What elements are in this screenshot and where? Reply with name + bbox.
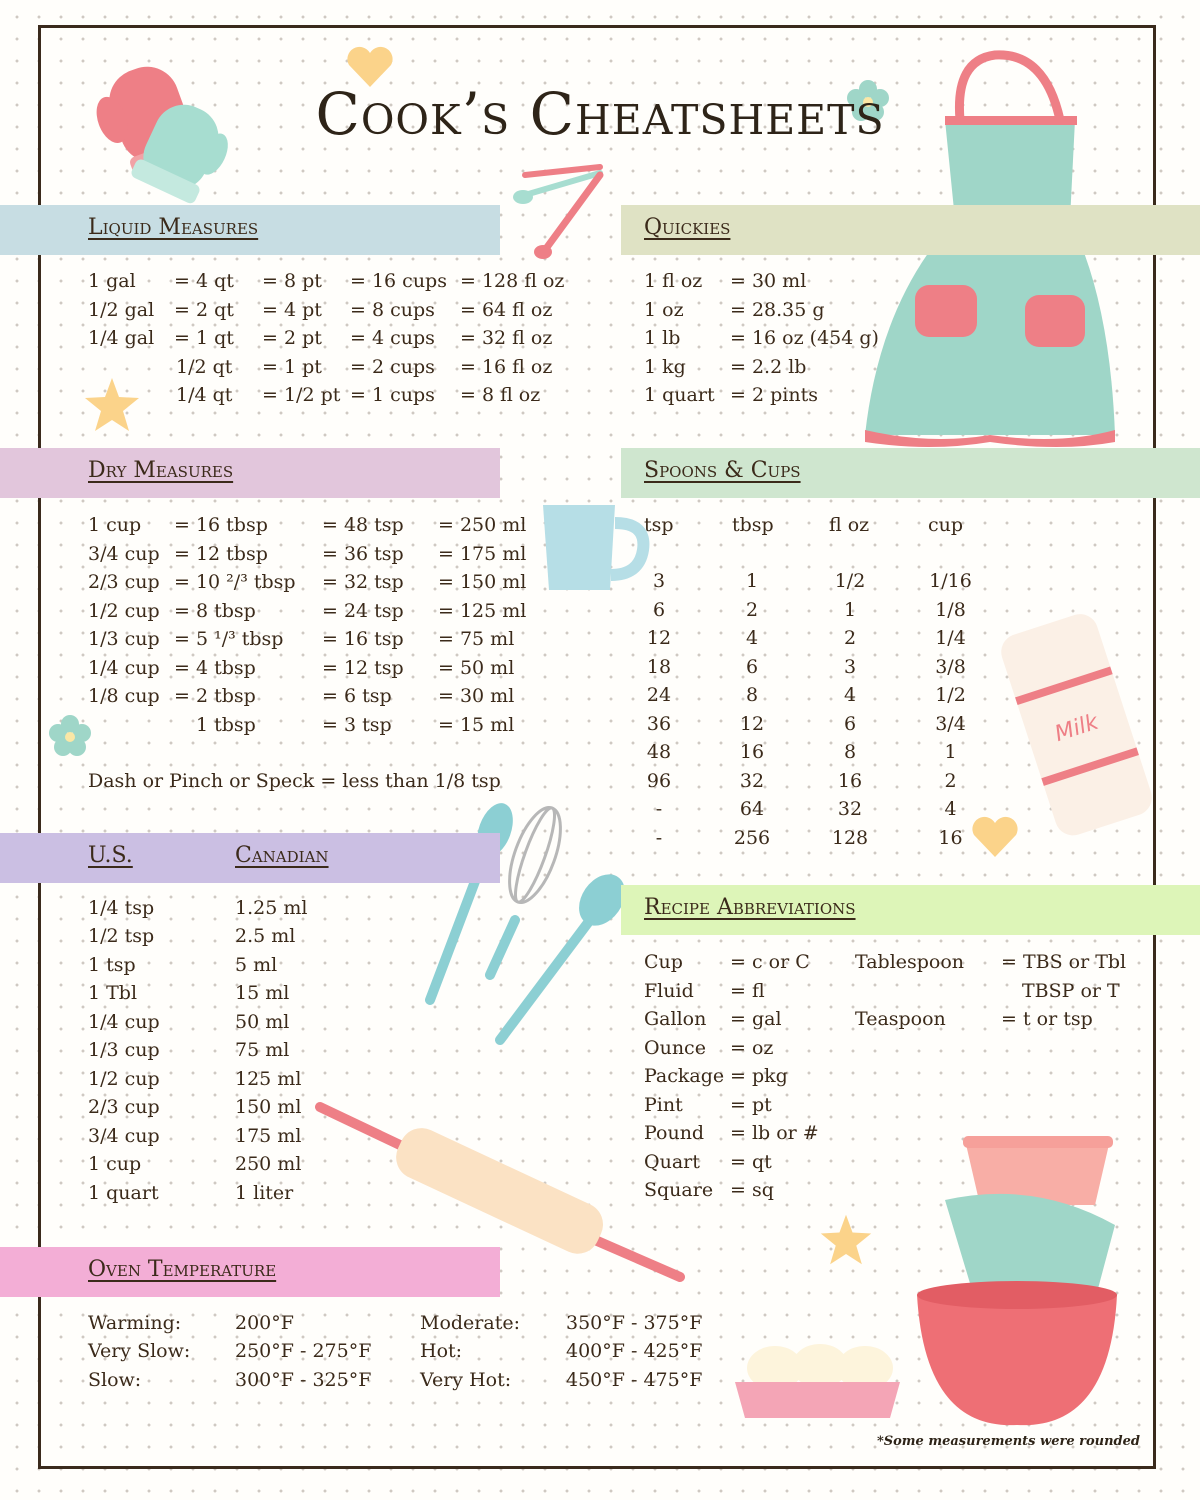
cell: 400°F - 425°F — [566, 1340, 703, 1362]
cell: 1.25 ml — [235, 897, 308, 919]
cell: Very Slow: — [88, 1340, 191, 1362]
cell: = 1 qt — [174, 327, 234, 349]
cell: Slow: — [88, 1369, 142, 1391]
cell: = 16 tsp — [322, 628, 404, 650]
cell: 1 kg — [644, 356, 686, 378]
cell: = 2 cups — [350, 356, 435, 378]
cell: 6 — [745, 655, 759, 678]
cell: = 6 tsp — [322, 685, 392, 707]
dry-band — [0, 448, 500, 498]
cell: 1/3 cup — [88, 1039, 160, 1061]
cell: Moderate: — [420, 1312, 520, 1334]
cell: = 16 cups — [350, 270, 447, 292]
cell: 2 — [944, 769, 957, 792]
cell: 450°F - 475°F — [566, 1369, 703, 1391]
canadian-title: Canadian — [235, 843, 329, 868]
cell: 1 cup — [88, 514, 142, 536]
cell: 16 — [938, 826, 963, 849]
cell: 1/2 qt — [176, 356, 233, 378]
cell: 1/2 — [834, 570, 866, 592]
cell: 75 ml — [235, 1039, 290, 1061]
cell: = 15 ml — [438, 714, 515, 736]
column-header: tsp — [644, 514, 674, 536]
cell: = 50 ml — [438, 657, 515, 679]
dry-note: Dash or Pinch or Speck = less than 1/8 tsp — [88, 770, 501, 792]
abbrev-value: = gal — [730, 1008, 782, 1030]
cell: 8 — [843, 741, 857, 763]
liquid-band — [0, 205, 500, 255]
cell: 3/4 — [935, 712, 966, 735]
cell: = 125 ml — [438, 600, 527, 622]
cell: 1/2 gal — [88, 299, 155, 321]
oven-mitt-illustration — [85, 35, 235, 205]
cell: = 4 pt — [262, 299, 322, 321]
abbrev-term: Pound — [644, 1122, 705, 1144]
cell: 1 — [843, 598, 857, 621]
cell: 4 — [745, 627, 759, 649]
cell: 1 — [745, 570, 759, 592]
cell: 1 oz — [644, 299, 684, 321]
cell: 1 quart — [644, 384, 715, 406]
cell: 6 — [652, 598, 666, 621]
cell: = 1/2 pt — [262, 384, 341, 406]
column-header: tbsp — [732, 514, 774, 536]
cell: 36 — [646, 712, 672, 735]
cell: 3/8 — [935, 655, 966, 678]
oven-band — [0, 1247, 500, 1297]
cell: = 32 tsp — [322, 571, 404, 593]
flower-icon-small — [47, 713, 93, 759]
cell: 125 ml — [235, 1068, 302, 1090]
cell: = 16 fl oz — [460, 356, 553, 378]
cell: 3/4 cup — [88, 543, 160, 565]
cell: = 16 tbsp — [174, 514, 268, 536]
cell: 128 — [831, 826, 869, 849]
cell: = 8 tbsp — [174, 600, 256, 622]
abbrev-value: = qt — [730, 1150, 772, 1173]
cell: 96 — [646, 769, 672, 792]
cell: 12 — [739, 712, 765, 735]
cell: = 8 cups — [350, 299, 435, 321]
cell: = 64 fl oz — [460, 299, 553, 321]
cell: 1 tbsp — [196, 714, 256, 736]
cell: 4 — [944, 798, 957, 820]
quickies-title: Quickies — [644, 215, 731, 240]
cell: 16 — [739, 741, 765, 763]
cell: 1/4 cup — [88, 1011, 160, 1033]
cell: 300°F - 325°F — [235, 1369, 372, 1391]
cell: 32 — [837, 798, 863, 820]
cell: 1 gal — [88, 270, 136, 292]
cell: 5 ml — [235, 954, 278, 976]
cell: 1/3 cup — [88, 628, 160, 650]
cell: = 30 ml — [438, 685, 515, 707]
cell: 1/2 cup — [88, 600, 160, 622]
cell: = 28.35 g — [730, 299, 825, 321]
cell: 1 tsp — [88, 954, 136, 976]
cell: 350°F - 375°F — [566, 1312, 703, 1334]
cell: 4 — [843, 684, 857, 706]
cell: = 2 tbsp — [174, 685, 256, 707]
cell: 250°F - 275°F — [235, 1340, 372, 1362]
abbrev-term: Quart — [644, 1150, 700, 1173]
cell: = 12 tsp — [322, 657, 404, 679]
cell: - — [655, 798, 663, 820]
cell: = 4 cups — [350, 327, 435, 349]
cell: 3 — [843, 655, 857, 678]
cell: 1 fl oz — [644, 270, 703, 292]
cell: - — [655, 826, 663, 849]
tablespoon-value: = TBS or Tbl — [1001, 951, 1127, 973]
cell: 32 — [739, 769, 765, 792]
measuring-cup-illustration — [535, 495, 650, 600]
cell: 3/4 cup — [88, 1125, 160, 1147]
abbrev-value: = pkg — [730, 1065, 788, 1087]
abbrev-value: = oz — [730, 1036, 774, 1059]
cell: 2 — [745, 598, 759, 621]
cell: = 128 fl oz — [460, 270, 565, 292]
cell: = 4 qt — [174, 270, 234, 292]
milk-carton-illustration — [990, 600, 1160, 840]
cell: 16 — [837, 769, 863, 792]
cell: 2/3 cup — [88, 1096, 160, 1118]
cell: = 75 ml — [438, 628, 515, 650]
cell: = 12 tbsp — [174, 543, 268, 565]
column-header: cup — [928, 514, 964, 536]
cell: 1/4 tsp — [88, 897, 155, 919]
cell: 1/8 — [935, 598, 966, 621]
cell: = 5 ¹/³ tbsp — [174, 628, 284, 650]
cell: = 2 pints — [730, 384, 818, 406]
cell: 1 lb — [644, 327, 681, 349]
cell: 1/4 gal — [88, 327, 155, 349]
cell: 1 — [944, 741, 957, 763]
measuring-spoons-illustration — [505, 155, 615, 265]
cell: = 8 pt — [262, 270, 322, 292]
cell: 175 ml — [235, 1125, 302, 1147]
cell: 1 liter — [235, 1182, 294, 1204]
cell: = 3 tsp — [322, 714, 392, 736]
cell: 64 — [739, 798, 765, 820]
cell: 150 ml — [235, 1096, 302, 1118]
cell: = 4 tbsp — [174, 657, 256, 679]
cell: = 1 pt — [262, 356, 322, 378]
cell: 24 — [646, 684, 672, 706]
eggs-carton-illustration — [730, 1340, 905, 1425]
cell: Very Hot: — [420, 1369, 512, 1391]
abbrev-term: Cup — [644, 951, 683, 973]
cell: = 36 tsp — [322, 543, 404, 565]
cell: 1/2 cup — [88, 1068, 160, 1090]
star-icon-right — [818, 1212, 874, 1268]
cell: 6 — [843, 712, 857, 735]
cell: 3 — [652, 570, 666, 592]
cell: 2/3 cup — [88, 571, 160, 593]
abbrev-value: = pt — [730, 1093, 772, 1116]
abbrev-value: = sq — [730, 1179, 774, 1201]
abbrev-value: = lb or # — [730, 1122, 819, 1144]
quickies-band — [621, 205, 1200, 255]
cell: = 30 ml — [730, 270, 807, 292]
cell: 1 quart — [88, 1182, 159, 1204]
cell: 1/4 — [935, 627, 966, 649]
cell: 1/2 tsp — [88, 925, 155, 947]
bowls-illustration — [905, 1130, 1125, 1430]
cell: 8 — [745, 684, 759, 706]
cell: 1/8 cup — [88, 685, 160, 707]
cell: 1/4 cup — [88, 657, 160, 679]
spoons-title: Spoons & Cups — [644, 458, 801, 483]
liquid-title: Liquid Measures — [88, 215, 259, 240]
column-header: fl oz — [829, 514, 870, 536]
spoons-band — [621, 448, 1200, 498]
cell: 12 — [646, 627, 672, 649]
tablespoon-label: Tablespoon — [855, 951, 965, 973]
svg-text:Milk: Milk — [1051, 709, 1102, 748]
cell: 50 ml — [235, 1011, 290, 1033]
cell: 18 — [646, 655, 672, 678]
page-title: Cook’s Cheatsheets — [315, 80, 885, 148]
teaspoon-value: = t or tsp — [1001, 1008, 1093, 1030]
cell: 256 — [733, 826, 771, 849]
cell: 250 ml — [235, 1153, 302, 1175]
cell: = 2 qt — [174, 299, 234, 321]
cell: = 175 ml — [438, 543, 527, 565]
cell: 1/4 qt — [176, 384, 233, 406]
abbrev-term: Gallon — [644, 1008, 707, 1030]
cell: 2.5 ml — [235, 925, 296, 947]
cell: 1 Tbl — [88, 982, 138, 1004]
cell: = 16 oz (454 g) — [730, 327, 879, 349]
cell: = 1 cups — [350, 384, 435, 406]
abbrev-term: Pint — [644, 1093, 683, 1116]
cell: = 150 ml — [438, 571, 527, 593]
abbrev-term: Square — [644, 1179, 714, 1201]
teaspoon-label: Teaspoon — [855, 1008, 946, 1030]
abbrev-title: Recipe Abbreviations — [644, 895, 856, 920]
abbrev-value: = fl — [730, 979, 765, 1002]
cell: 2 — [843, 627, 857, 649]
cell: 1 cup — [88, 1153, 142, 1175]
us-title: U.S. — [88, 843, 133, 868]
us-canadian-band — [0, 833, 500, 883]
tablespoon-value-alt: TBSP or T — [1022, 980, 1120, 1002]
abbrev-term: Fluid — [644, 979, 694, 1002]
cell: 15 ml — [235, 982, 290, 1004]
oven-title: Oven Temperature — [88, 1257, 277, 1282]
cell: Warming: — [88, 1312, 182, 1334]
cell: = 8 fl oz — [460, 384, 541, 406]
star-icon — [82, 375, 142, 435]
cell: = 2.2 lb — [730, 356, 807, 378]
abbrev-value: = c or C — [730, 951, 810, 973]
footnote: *Some measurements were rounded — [876, 1434, 1140, 1449]
cell: = 2 pt — [262, 327, 322, 349]
cell: Hot: — [420, 1340, 463, 1362]
cell: 1/2 — [935, 684, 966, 706]
cell: = 10 ²/³ tbsp — [174, 571, 296, 593]
dry-title: Dry Measures — [88, 458, 234, 483]
cell: = 24 tsp — [322, 600, 404, 622]
cell: 1/16 — [929, 570, 972, 592]
abbrev-term: Package — [644, 1065, 725, 1087]
cell: 48 — [646, 741, 672, 763]
cell: = 250 ml — [438, 514, 527, 536]
cell: 200°F — [235, 1312, 294, 1334]
cell: = 32 fl oz — [460, 327, 553, 349]
cell: = 48 tsp — [322, 514, 404, 536]
abbrev-term: Ounce — [644, 1036, 706, 1059]
abbrev-band — [621, 885, 1200, 935]
